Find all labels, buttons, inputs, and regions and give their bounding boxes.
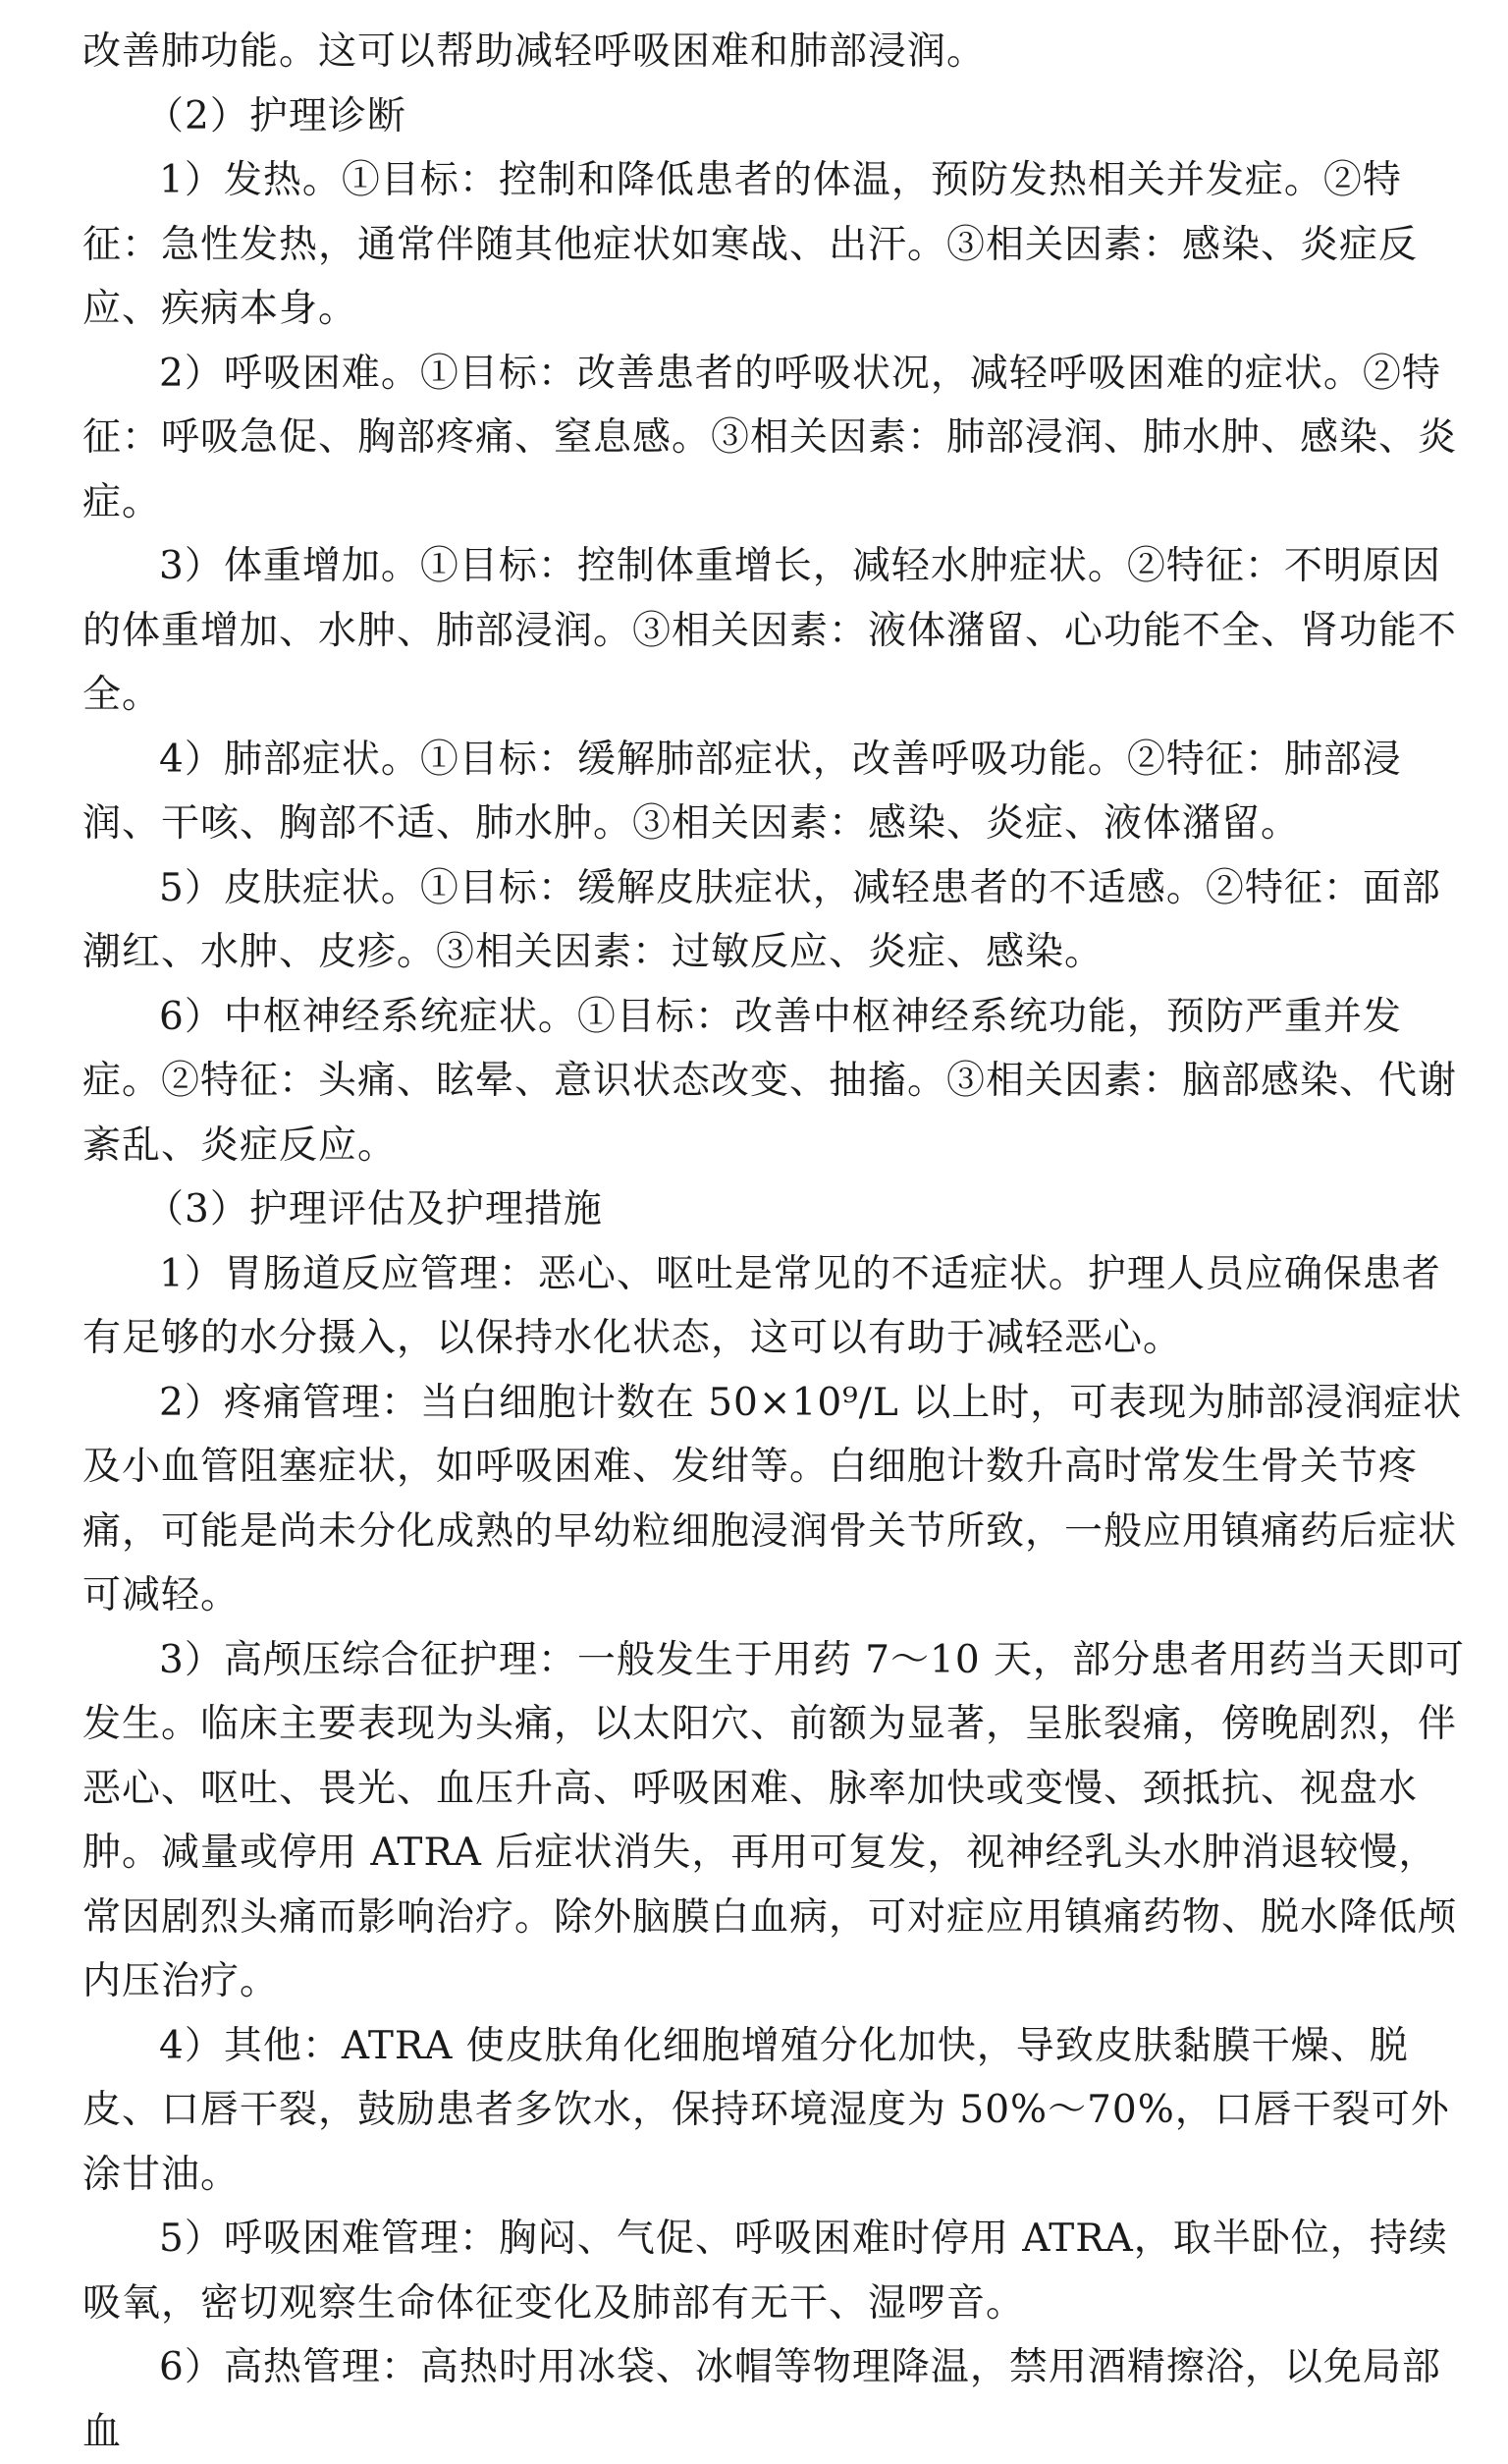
paragraph-dyspnea-management: 5）呼吸困难管理：胸闷、气促、呼吸困难时停用 ATRA，取半卧位，持续吸氧，密切观察生命体征变化及肺部有无干、湿啰音。: [82, 2217, 1448, 2326]
paragraph-pain-management: 2）疼痛管理：当白细胞计数在 50×10⁹/L 以上时，可表现为肺部浸润症状及小血管阻塞症状，如呼吸困难、发绀等。白细胞计数升高时常发生骨关节疼痛，可能是尚未分化成熟的早幼粒细胞浸润骨关节所致，一般应用镇痛药后症状可减轻。: [82, 1380, 1463, 1617]
paragraph-fever: 1）发热。①目标：控制和降低患者的体温，预防发热相关并发症。②特征：急性发热，通常伴随其他症状如寒战、出汗。③相关因素：感染、炎症反应、疾病本身。: [82, 158, 1419, 331]
paragraph-continuation: 改善肺功能。这可以帮助减轻呼吸困难和肺部浸润。: [82, 29, 987, 74]
paragraph-other: 4）其他：ATRA 使皮肤角化细胞增殖分化加快，导致皮肤黏膜干燥、脱皮、口唇干裂，鼓励患者多饮水，保持环境湿度为 50%～70%，口唇干裂可外涂甘油。: [82, 2023, 1450, 2197]
section-heading-nursing-diagnosis: （2）护理诊断: [145, 93, 406, 138]
paragraph-high-fever-management: 6）高热管理：高热时用冰袋、冰帽等物理降温，禁用酒精擦浴，以免局部血: [82, 2345, 1441, 2454]
paragraph-skin-symptoms: 5）皮肤症状。①目标：缓解皮肤症状，减轻患者的不适感。②特征：面部潮红、水肿、皮疹。③相关因素：过敏反应、炎症、感染。: [82, 865, 1441, 974]
section-heading-assessment-measures: （3）护理评估及护理措施: [145, 1187, 603, 1232]
paragraph-cns-symptoms: 6）中枢神经系统症状。①目标：改善中枢神经系统功能，预防严重并发症。②特征：头痛、眩晕、意识状态改变、抽搐。③相关因素：脑部感染、代谢紊乱、炎症反应。: [82, 994, 1458, 1168]
paragraph-gi-management: 1）胃肠道反应管理：恶心、呕吐是常见的不适症状。护理人员应确保患者有足够的水分摄入，以保持水化状态，这可以有助于减轻恶心。: [82, 1251, 1441, 1360]
paragraph-intracranial-pressure: 3）高颅压综合征护理：一般发生于用药 7～10 天，部分患者用药当天即可发生。临床主要表现为头痛，以太阳穴、前额为显著，呈胀裂痛，傍晚剧烈，伴恶心、呕吐、畏光、血压升高、呼吸困难、脉率加快或变慢、颈抵抗、视盘水肿。减量或停用 ATRA 后症状消失，再用可复发，视神经乳头水肿消退较慢，常因剧烈头痛而影响治疗。除外脑膜白血病，可对症应用镇痛药物、脱水降低颅内压治疗。: [82, 1637, 1466, 2003]
paragraph-dyspnea: 2）呼吸困难。①目标：改善患者的呼吸状况，减轻呼吸困难的症状。②特征：呼吸急促、胸部疼痛、窒息感。③相关因素：肺部浸润、肺水肿、感染、炎症。: [82, 351, 1458, 524]
paragraph-lung-symptoms: 4）肺部症状。①目标：缓解肺部症状，改善呼吸功能。②特征：肺部浸润、干咳、胸部不适、肺水肿。③相关因素：感染、炎症、液体潴留。: [82, 737, 1402, 846]
paragraph-weight-gain: 3）体重增加。①目标：控制体重增长，减轻水肿症状。②特征：不明原因的体重增加、水肿、肺部浸润。③相关因素：液体潴留、心功能不全、肾功能不全。: [82, 544, 1458, 717]
